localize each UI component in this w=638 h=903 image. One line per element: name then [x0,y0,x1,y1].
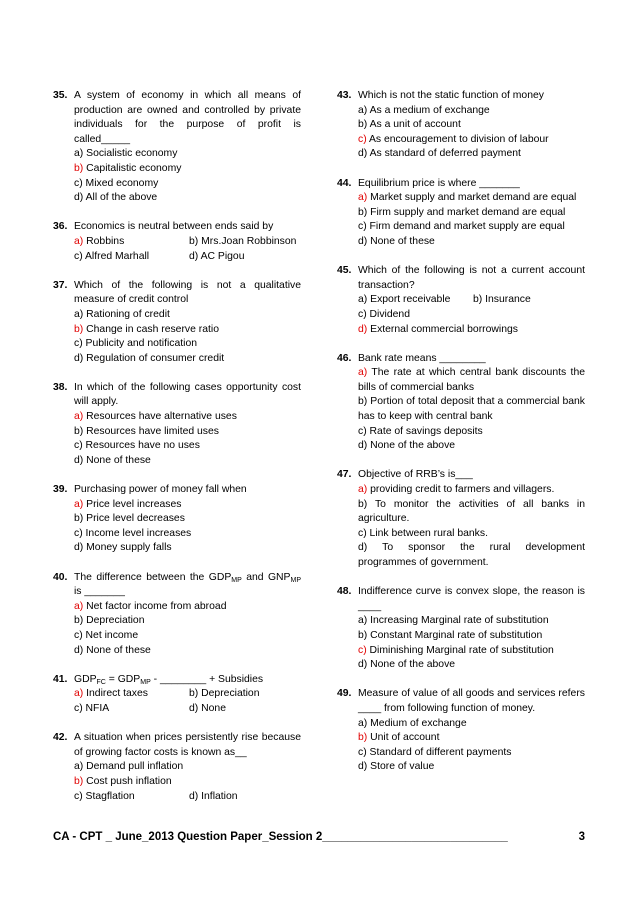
answer-option [74,790,189,805]
option-label: b) [189,235,199,247]
question-body [74,279,301,367]
option-text: Indirect taxes [86,688,148,700]
answer-option [74,702,189,717]
question-row [337,468,585,570]
answer-option [358,439,585,454]
question-row [337,352,585,454]
option-label: b) [74,162,84,174]
option-text: None [201,702,226,714]
option-text: Net factor income from abroad [86,600,227,612]
option-label: d) [358,542,368,554]
option-text: Cost push inflation [86,775,172,787]
answer-option [74,147,301,162]
option-label: c) [74,338,83,350]
option-label: d) [74,454,84,466]
option-text: Resources have alternative uses [86,411,237,423]
question-body [74,89,301,206]
answer-option [358,760,585,775]
option-label: b) [74,513,84,525]
question-body [74,381,301,469]
question-stem: A system of economy in which all means of production are owned and controlled by private individuals for the purpose of profit is called_____ [74,90,301,145]
question-body [358,177,585,250]
stem-text: The difference between the GDP [74,571,232,583]
option-label: c) [74,440,83,452]
option-label: b) [358,498,368,510]
option-label: d) [74,352,84,364]
answer-option [358,147,585,162]
option-text: Export receivable [370,294,451,306]
question-45 [337,264,585,337]
option-label: d) [358,761,368,773]
question-stem [74,673,301,688]
option-label: a) [358,615,368,627]
question-number: 44. [337,177,352,189]
answer-option [358,191,585,206]
option-text: To sponsor the rural development programmes of government. [358,542,586,568]
answer-option [358,644,585,659]
option-label: c) [358,644,367,656]
question-body [74,483,301,556]
answer-option [358,717,585,732]
option-text: None of the above [370,440,456,452]
question-body [358,687,585,775]
question-row [53,381,301,469]
answer-option [358,498,585,527]
option-text: Link between rural banks. [369,527,488,539]
question-42 [53,731,301,804]
question-body [358,352,585,454]
option-label: b) [358,732,368,744]
answer-option [74,191,301,206]
question-stem: Economics is neutral between ends said by [74,221,274,233]
answer-option [358,133,585,148]
question-stem: Which of the following is not a current account transaction? [358,265,585,291]
question-body [74,731,301,804]
question-row [337,89,585,162]
option-text: Portion of total deposit that a commercial bank has to keep with central bank [358,396,586,423]
option-text: Constant Marginal rate of substitution [370,629,543,641]
option-text: Demand pull inflation [86,761,184,773]
answer-option [358,206,585,221]
answer-option [74,644,301,659]
option-label: b) [74,323,84,335]
subscript: FC [96,678,106,686]
option-text: None of the above [370,659,456,671]
question-body [74,673,301,717]
page-footer [53,830,585,845]
option-label: b) [358,396,368,408]
option-text: Market supply and market demand are equal [370,192,577,204]
question-body [358,468,585,570]
option-label: b) [74,425,84,437]
answer-option [74,410,301,425]
question-number: 38. [53,381,68,393]
question-row [337,264,585,337]
option-label: c) [358,527,367,539]
question-35 [53,89,301,206]
option-label: b) [473,294,483,306]
option-text: None of these [370,235,435,247]
option-text: Alfred Marhall [84,250,150,262]
footer-title: CA - CPT _ June_2013 Question Paper_Session 2_____________________________ [53,831,508,843]
option-text: Price level decreases [86,513,185,525]
option-text: None of these [86,644,151,656]
option-text: Capitalistic economy [86,162,182,174]
answer-option [358,746,585,761]
option-label: d) [74,192,84,204]
question-40 [53,571,301,659]
page-number: 3 [578,831,585,843]
option-text: Change in cash reserve ratio [86,323,219,335]
stem-text: and GNP [241,571,291,583]
question-number: 49. [337,688,352,700]
answer-option [74,352,301,367]
left-column [53,89,301,819]
question-row [53,89,301,206]
stem-text: GDP [74,673,97,685]
question-body [74,220,301,264]
answer-option [358,323,585,338]
option-label: c) [74,250,83,262]
option-text: Regulation of consumer credit [86,352,225,364]
question-49 [337,687,585,775]
stem-text: = GDP [105,673,141,685]
option-text: Price level increases [86,498,182,510]
question-number: 36. [53,221,68,233]
question-46 [337,352,585,454]
question-36 [53,220,301,264]
answer-option [74,600,301,615]
option-label: c) [358,221,367,233]
option-row [74,702,301,717]
answer-option [74,614,301,629]
option-label: a) [74,688,84,700]
question-number: 39. [53,484,68,496]
option-text: Inflation [201,790,238,802]
option-label: d) [358,148,368,160]
option-text: Firm supply and market demand are equal [370,206,566,218]
question-row [337,687,585,775]
question-47 [337,468,585,570]
option-text: None of these [86,454,151,466]
option-label: a) [74,411,84,423]
option-label: a) [74,235,84,247]
answer-option [189,687,259,702]
answer-option [358,366,585,395]
option-text: Diminishing Marginal rate of substitution [369,644,554,656]
right-column [337,89,585,790]
question-row [53,673,301,717]
option-text: To monitor the activities of all banks in agriculture. [358,498,586,525]
option-label: c) [74,177,83,189]
option-label: a) [74,308,84,320]
answer-option [358,220,585,235]
question-stem: Bank rate means ________ [358,352,486,364]
option-row [74,687,301,702]
answer-option [74,527,301,542]
question-number: 43. [337,90,352,101]
question-row [53,731,301,804]
option-text: Rationing of credit [86,308,170,320]
answer-option [74,308,301,323]
question-stem: Objective of RRB’s is___ [358,469,473,481]
option-label: d) [358,323,368,335]
option-text: providing credit to farmers and villagers. [370,484,555,496]
question-number: 45. [337,265,352,277]
option-label: b) [74,615,84,627]
question-number: 42. [53,732,68,744]
option-label: a) [74,498,84,510]
option-text: All of the above [85,192,158,204]
option-label: a) [358,367,368,379]
option-text: As a medium of exchange [369,104,490,116]
question-number: 46. [337,352,352,364]
answer-option [74,439,301,454]
stem-text: is _______ [74,586,125,598]
subscript: MP [290,576,301,584]
option-label: d) [189,702,199,714]
answer-option [74,775,301,790]
option-label: d) [358,440,368,452]
answer-option [358,527,585,542]
option-text: Publicity and notification [85,338,198,350]
option-label: c) [358,308,367,320]
option-text: Resources have limited uses [86,425,219,437]
option-text: Net income [85,629,139,641]
question-number: 47. [337,469,352,481]
answer-option [358,629,585,644]
option-text: NFIA [85,702,110,714]
answer-option [74,454,301,469]
option-text: Mrs.Joan Robbinson [201,235,297,247]
option-label: c) [74,790,83,802]
stem-text: - ________ + Subsidies [150,673,264,685]
option-text: Stagflation [85,790,135,802]
answer-option [74,162,301,177]
option-text: The rate at which central bank discounts the bills of commercial banks [358,367,585,393]
option-label: a) [358,192,368,204]
question-stem [74,571,301,600]
option-text: Depreciation [86,615,145,627]
option-row [358,293,585,308]
question-stem: In which of the following cases opportunity cost will apply. [74,381,301,408]
option-label: a) [358,484,368,496]
question-44 [337,177,585,250]
option-label: c) [74,702,83,714]
option-text: External commercial borrowings [370,323,518,335]
answer-option [74,541,301,556]
question-48 [337,585,585,673]
option-label: b) [358,629,368,641]
option-text: Depreciation [201,688,260,700]
option-label: a) [358,294,368,306]
question-row [337,177,585,250]
option-text: Insurance [485,294,531,306]
answer-option [74,760,301,775]
answer-option [358,614,585,629]
question-39 [53,483,301,556]
question-body [358,89,585,162]
answer-option [74,687,189,702]
answer-option [74,250,189,265]
option-text: Money supply falls [86,542,172,554]
option-label: b) [74,775,84,787]
option-label: a) [74,761,84,773]
question-37 [53,279,301,367]
question-row [53,483,301,556]
option-label: b) [189,688,199,700]
answer-option [358,293,473,308]
option-label: c) [358,133,367,145]
answer-option [358,308,585,323]
question-38 [53,381,301,469]
option-label: c) [74,527,83,539]
answer-option [74,323,301,338]
option-label: d) [358,659,368,671]
answer-option [358,425,585,440]
answer-option [189,702,226,717]
question-stem: Indifference curve is convex slope, the reason is ____ [358,586,585,612]
option-label: a) [74,148,84,160]
answer-option [74,235,189,250]
option-label: b) [358,206,368,218]
answer-option [74,498,301,513]
option-text: Standard of different payments [369,746,512,758]
question-number: 37. [53,279,68,291]
option-text: Unit of account [370,732,440,744]
answer-option [74,425,301,440]
answer-option [473,293,531,308]
question-row [53,279,301,367]
option-label: d) [74,542,84,554]
answer-option [74,337,301,352]
option-text: Dividend [369,308,410,320]
option-text: Income level increases [85,527,192,539]
question-number: 35. [53,90,68,101]
answer-option [189,235,296,250]
option-text: AC Pigou [200,250,245,262]
answer-option [74,177,301,192]
answer-option [358,104,585,119]
option-text: As a unit of account [369,119,461,131]
answer-option [358,731,585,746]
question-number: 41. [53,673,68,685]
option-row [74,250,301,265]
option-label: c) [358,425,367,437]
answer-option [358,658,585,673]
option-row [74,235,301,250]
answer-option [189,790,238,805]
subscript: MP [231,576,242,584]
question-row [337,585,585,673]
option-text: Rate of savings deposits [369,425,483,437]
answer-option [189,250,244,265]
answer-option [358,541,585,570]
question-row [53,220,301,264]
answer-option [358,118,585,133]
option-text: Firm demand and market supply are equal [369,221,565,233]
option-text: Resources have no uses [85,440,200,452]
question-stem: A situation when prices persistently rise because of growing factor costs is known as__ [74,732,301,758]
option-label: c) [74,629,83,641]
subscript: MP [140,678,151,686]
option-label: d) [189,790,199,802]
option-label: a) [358,104,368,116]
question-row [53,571,301,659]
option-label: c) [358,746,367,758]
question-stem: Which of the following is not a qualitative measure of credit control [74,279,301,306]
answer-option [358,235,585,250]
option-text: Store of value [370,761,435,773]
option-label: d) [74,644,84,656]
question-number: 40. [53,571,68,583]
answer-option [358,395,585,424]
question-43 [337,89,585,162]
option-row [74,790,301,805]
option-label: a) [74,600,84,612]
option-text: As encouragement to division of labour [368,133,549,145]
question-stem: Measure of value of all goods and services refers ____ from following function of money. [358,688,585,714]
question-stem: Which is not the static function of money [358,90,544,101]
option-label: d) [189,250,199,262]
option-text: Mixed economy [85,177,159,189]
question-body [74,571,301,659]
option-label: d) [358,235,368,247]
option-text: Medium of exchange [370,717,467,729]
question-41 [53,673,301,717]
question-number: 48. [337,586,352,598]
option-text: Increasing Marginal rate of substitution [370,615,549,627]
option-text: Robbins [86,235,125,247]
question-stem: Purchasing power of money fall when [74,484,247,496]
option-label: b) [358,119,368,131]
option-label: a) [358,717,368,729]
option-text: Socialistic economy [86,148,178,160]
question-body [358,585,585,673]
answer-option [358,483,585,498]
answer-option [74,512,301,527]
question-stem: Equilibrium price is where _______ [358,177,520,189]
question-body [358,264,585,337]
option-text: As standard of deferred payment [369,148,521,160]
answer-option [74,629,301,644]
